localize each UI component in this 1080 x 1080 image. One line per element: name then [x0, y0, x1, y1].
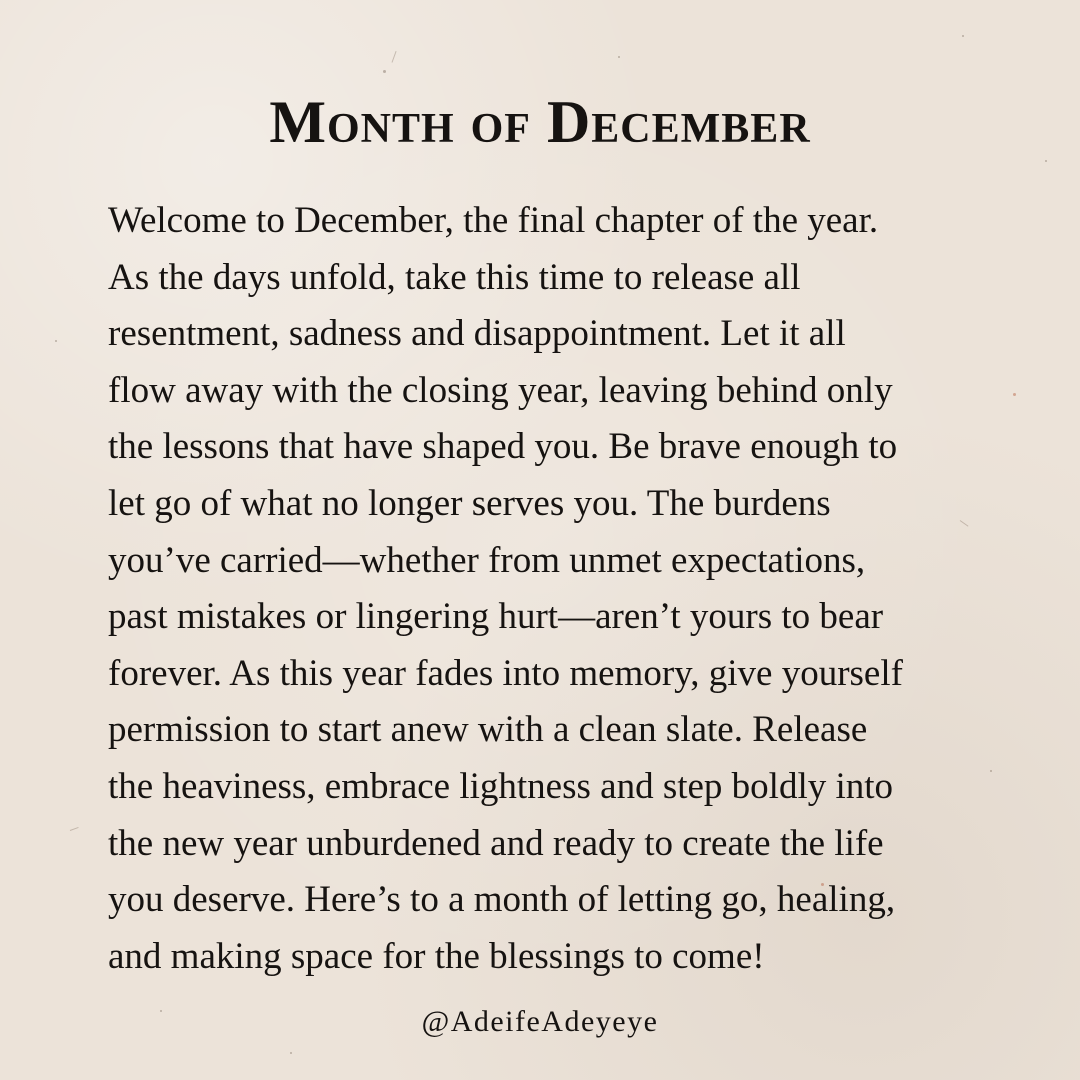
body-line: flow away with the closing year, leaving behind only	[108, 369, 893, 411]
body-line: permission to start anew with a clean slate. Release	[108, 709, 868, 751]
body-line: resentment, sadness and disappointment. Let it all	[108, 313, 846, 355]
page-title: Month of December	[269, 89, 811, 155]
body-line: the heaviness, embrace lightness and step boldly into	[108, 765, 894, 807]
paper-speck	[990, 770, 992, 772]
paper-speck	[55, 340, 57, 342]
body-line: Welcome to December, the final chapter of the year.	[108, 200, 879, 241]
body-line: the new year unburdened and ready to create the life	[108, 822, 884, 864]
body-line: the lessons that have shaped you. Be brave enough to	[108, 426, 898, 468]
body-line: As the days unfold, take this time to release all	[108, 256, 801, 298]
paper-speck	[383, 70, 386, 73]
body-line: let go of what no longer serves you. The burdens	[108, 482, 831, 524]
body-line: and making space for the blessings to come!	[108, 935, 765, 977]
paper-speck	[1013, 393, 1016, 396]
paper-fiber	[392, 51, 397, 63]
paper-fiber	[70, 827, 79, 831]
body-line: you deserve. Here’s to a month of letting go, healing,	[108, 879, 896, 921]
body-line: forever. As this year fades into memory, give yourself	[108, 652, 903, 694]
author-handle: @AdeifeAdeyeye	[421, 1005, 659, 1038]
paper-speck	[290, 1052, 292, 1054]
body-line: you’ve carried—whether from unmet expectations,	[108, 539, 866, 581]
paper-speck	[962, 35, 964, 37]
paper-speck	[618, 56, 620, 58]
body-paragraph	[108, 193, 970, 985]
body-line: past mistakes or lingering hurt—aren’t yours to bear	[108, 596, 884, 638]
